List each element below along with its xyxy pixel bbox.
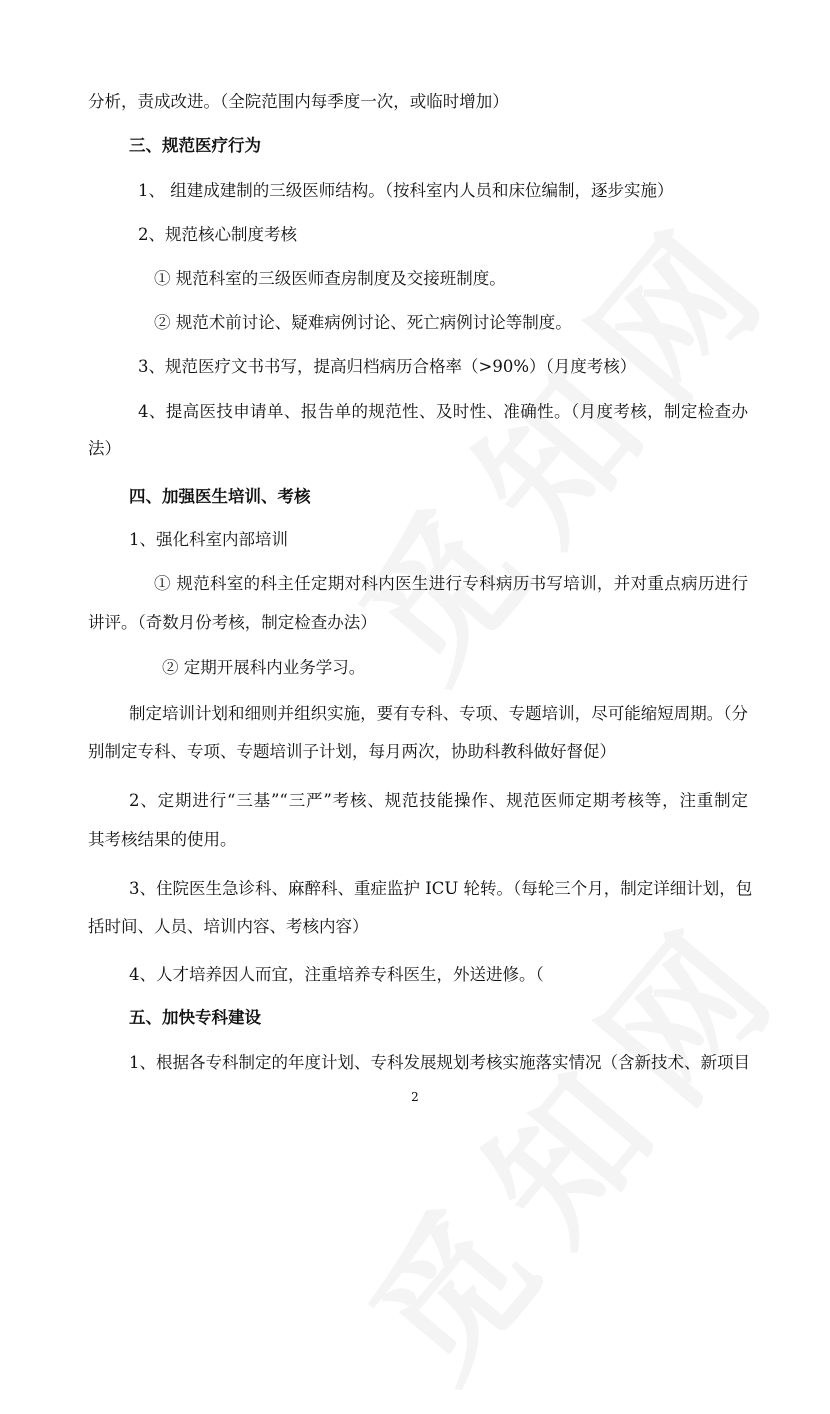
list-item: 2、规范核心制度考核 bbox=[138, 225, 297, 244]
page-number: 2 bbox=[411, 1090, 419, 1104]
paragraph-line: 其考核结果的使用。 bbox=[88, 830, 237, 849]
section-heading: 三、规范医疗行为 bbox=[129, 136, 261, 155]
list-item: 3、住院医生急诊科、麻醉科、重症监护 ICU 轮转。（每轮三个月，制定详细计划，包 bbox=[129, 879, 753, 898]
section-heading: 四、加强医生培训、考核 bbox=[129, 487, 311, 506]
list-item: 3、规范医疗文书书写，提高归档病历合格率（>90%）（月度考核） bbox=[138, 357, 637, 376]
paragraph-line: 括时间、人员、培训内容、考核内容） bbox=[88, 917, 369, 936]
paragraph-line: 讲评。（奇数月份考核，制定检查办法） bbox=[88, 613, 377, 632]
watermark bbox=[314, 862, 827, 1414]
paragraph-line: 法） bbox=[88, 439, 121, 458]
list-item: 1、 组建成建制的三级医师结构。（按科室内人员和床位编制，逐步实施） bbox=[138, 181, 674, 200]
list-item: 4、人才培养因人而宜，注重培养专科医生，外送进修。（ bbox=[129, 965, 544, 984]
list-item: 4、提高医技申请单、报告单的规范性、及时性、准确性。（月度考核，制定检查办 bbox=[138, 402, 748, 421]
section-heading: 五、加快专科建设 bbox=[129, 1008, 261, 1027]
list-item: 2、定期进行“三基”“三严”考核、规范技能操作、规范医师定期考核等，注重制定 bbox=[129, 791, 748, 810]
list-item: 1、根据各专科制定的年度计划、专科发展规划考核实施落实情况（含新技术、新项目 bbox=[129, 1053, 750, 1072]
sub-list-item: ① 规范科室的科主任定期对科内医生进行专科病历书写培训，并对重点病历进行 bbox=[154, 574, 748, 593]
sub-list-item: ② 定期开展科内业务学习。 bbox=[162, 658, 366, 677]
sub-list-item: ② 规范术前讨论、疑难病例讨论、死亡病例讨论等制度。 bbox=[154, 313, 572, 332]
list-item: 1、强化科室内部培训 bbox=[129, 530, 288, 549]
paragraph-line: 别制定专科、专项、专题培训子计划，每月两次，协助科教科做好督促） bbox=[88, 742, 616, 761]
sub-list-item: ① 规范科室的三级医师查房制度及交接班制度。 bbox=[154, 269, 506, 288]
paragraph-line: 制定培训计划和细则并组织实施，要有专科、专项、专题培训，尽可能缩短周期。（分 bbox=[129, 704, 748, 723]
paragraph-line: 分析，责成改进。（全院范围内每季度一次，或临时增加） bbox=[88, 92, 509, 111]
